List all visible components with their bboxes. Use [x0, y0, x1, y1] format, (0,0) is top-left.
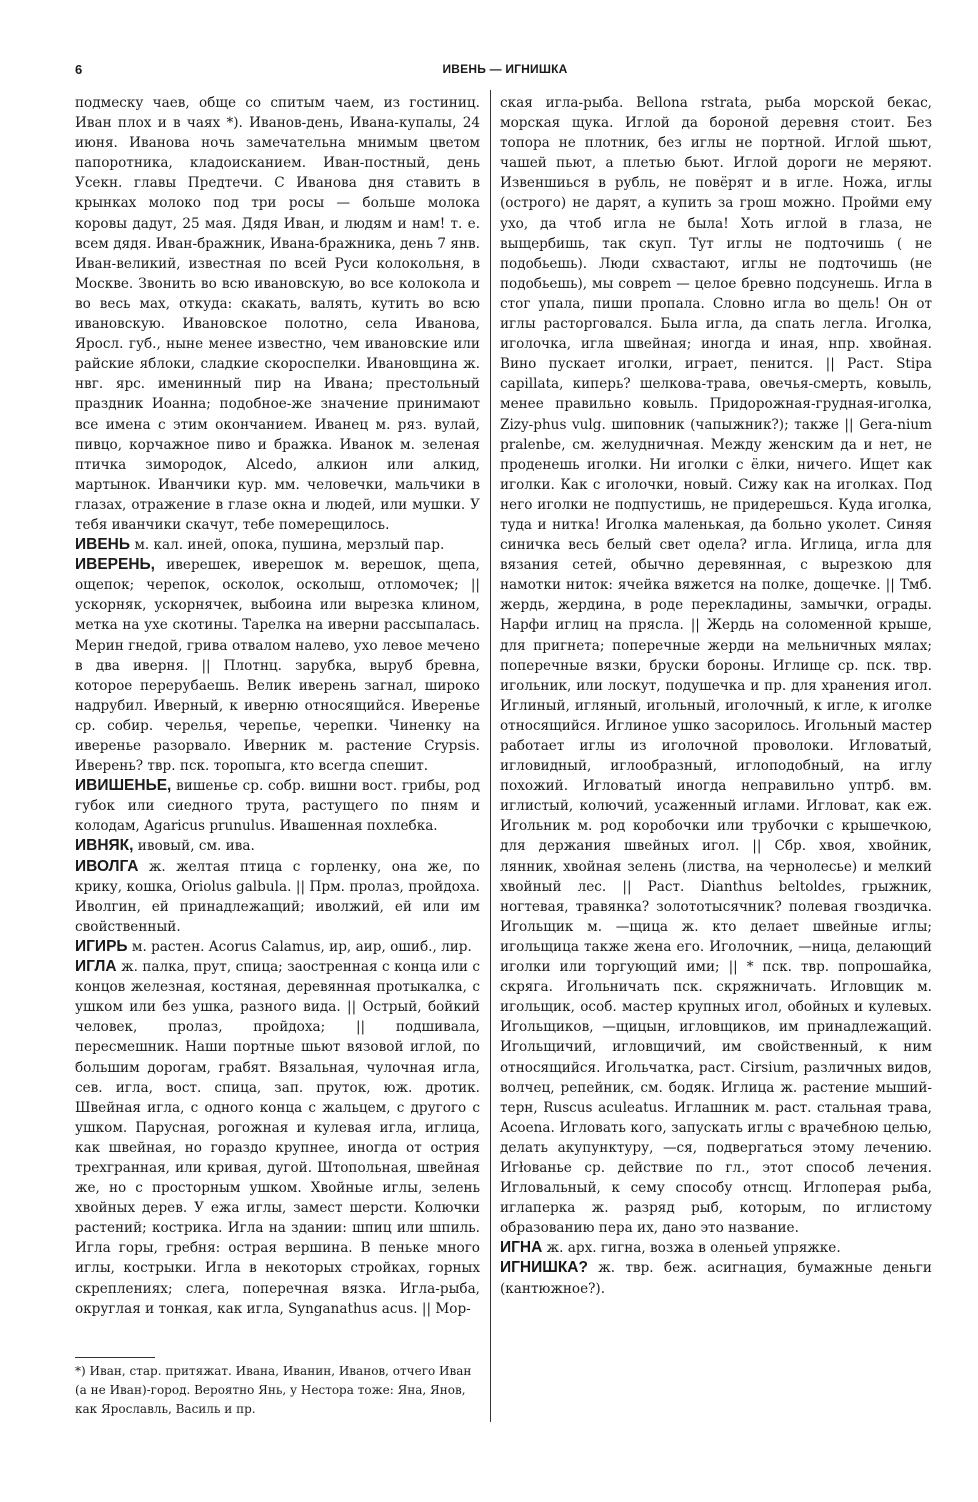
footnote-rule	[75, 1357, 155, 1358]
headword: ИВЕРЕНЬ,	[75, 556, 155, 574]
entry-paragraph: ская игла-рыба. Bellona rstrata, рыба морской бекас, морская щука. Иглой да бороной деревня стоит. Без топора не плотник, без иглы не портной. Иглой шьют, чашей пьют, а плетью бьют. Иглой дороги не меряют. Извеншиься в рубль, не повёрят и в игле. Ножа, иглы (острого) не дарят, а купить за грош можно. Пройми ему ухо, да чтоб игла не была! Хоть иглой в глаза, не выщербишь, так скуп. Тут иглы не подточишь ( не подобьешь). Люди схвастают, иглы не подточишь (не подобьешь), мы совреm — целое бревно подсунешь. Игла в стог упала, пиши пропала. Словно игла во щель! Он от иглы расторговался. Была игла, да спать легла. Иголка, иголочка, игла швейная; иногда и иная, нпр. хвойная. Вино пускает иголки, играет, пенится. || Раст. Stipa capillata, киперь? шелкова-трава, овечья-смерть, ковыль, менее правильно ковыль. Придорожная-грудная-иголка, Zizy-phus vulg. шиповник (чапыжник?); также || Gera-nium pralenbe, см. желудничная. Между женским да и нет, не проденешь иголки. Ни иголки с ёлки, ничего. Ищет как иголки. Как с иголочки, новый. Сижу как на иголках. Под него иголки не подпустишь, не придерешься. Куда иголка, туда и нитка! Иголка маленькая, да больно уколет. Синяя синичка весь белый свет одела? игла. Иглица, игла для вязания сетей, обычно деревянная, с вырезкою для намотки ниток: ячейка вяжется на полке, дощечке. || Тмб. жердь, жердина, в роде перекладины, замычки, ограды. Нарфи иглиц на прясла. || Жердь на соломенной крыше, для пригнета; поперечные жерди на мельничных мялах; поперечные вязки, бруски бороны. Иглище ср. пск. твр. игольник, или лоскут, подушечка и пр. для хранения игол. Иглиный, игляный, игольный, иголочный, к игле, к иголке относящийся. Иглиное ушко засорилось. Игольный мастер работает иглы из иголочной проволоки. Игловатый, игловидный, иглообразный, иглоподобный, на иглу похожий. Игловатый иногда неправильно уптрб. вм. иглистый, колючий, усаженный иглами. Игловат, как еж. Игольник м. род коробочки или трубочки с крышечкою, для держания швейных игол. || Сбр. хвоя, хвойник, лянник, хвойная зелень (листва, на чернолесье) и мелкий хвойный лес. || Раст. Dianthus beltoldes, грыжник, ногтевая, травянка? золототысячник? полевая гвоздичка. Игольщик м. —щица ж. кто делает швейные иглы; игольщица также жена его. Иголочник, —ница, делающий иголки или торгующий ими; || * пск. твр. попрошайка, скряга. Игольничать пск. скряжничать. Игловщик м. игольщик, особ. мастер крупных игол, обойных и кулевых. Игольщиков, —щицын, игловщиков, им принадлежащий. Игольщичий, игловщичий, им свойственный, к ним относящийся. Игольчатка, раст. Cirsium, различных видов, волчец, репейник, см. бодяк. Иглица ж. растение мыший-терн, Ruscus aculeatus. Иглашник м. раст. стальная трава, Acoena. Игловать кого, запускать иглы с врачебною целью, делать акупунктуру, —ся, подвергаться этому лечению. Игłoванье ср. действие по гл., этот способ лечения. Игловальный, к сему способу отнсщ. Иглоперая рыба, иглаперка ж. разряд рыб, которым, по иглистому образованию пера их, дано это название.	[500, 95, 932, 1237]
running-head: ИВЕНЬ — ИГНИШКА	[442, 62, 568, 76]
footnote	[75, 1362, 480, 1419]
headword: ИГИРЬ	[75, 937, 128, 955]
headword: ИВЕНЬ	[75, 536, 131, 554]
right-column	[500, 93, 932, 1299]
column-divider	[490, 90, 491, 1422]
entry-ivien: ИВЕНЬ м. кал. иней, опока, пушина, мерзлый пар.	[75, 536, 445, 554]
left-column	[75, 93, 480, 1319]
headword: ИВНЯК,	[75, 837, 134, 855]
entry-ivishenie: ИВИШЕНЬЕ, вишенье ср. собр. вишни вост. грибы, род губок или сиедного трута, растущего по пням и колодам, Agaricus prunulus. Ивашенная похлебка.	[75, 777, 480, 835]
entry-paragraph: подмеску чаев, обще со спитым чаем, из гостиниц. Иван плох и в чаях *). Иванов-день, Ивана-купалы, 24 июня. Иванова ночь замечательна мнимым цветом папоротника, кладоисканием. Иван-постный, день Усекн. главы Предтечи. С Иванова дня ставить в крынках молоко под три росы — больше молока коровы дадут, 25 мая. Дядя Иван, и людям и нам! т. е. всем дядя. Иван-бражник, Ивана-бражника, день 7 янв. Иван-великий, известная по всей Руси колокольня, в Москве. Звонить во всю ивановскую, во все колокола и во весь мах, откуда: скакать, валять, кутить во всю ивановскую. Ивановское полотно, села Иванова, Яросл. губ., ныне менее известно, чем ивановские или райские яблоки, сладкие скороспелки. Ивановщина ж. нвг. ярс. именинный пир на Ивана; престольный праздник Иоанна; подобное-же значение принимают все имена с этим окончанием. Иванец м. ряз. вулай, пивцо, корчажное пиво и бражка. Иванок м. зеленая птичка зимородок, Alcedo, алкион или алкид, мартынок. Иванчики кур. мм. человечки, мальчики в глазах, отражение в глазе окна и людей, или мушки. У тебя иванчики скачут, тебе померещилось.	[75, 95, 480, 533]
headword: ИГНИШКА?	[500, 1259, 588, 1277]
entry-ignishka: ИГНИШКА? ж. твр. беж. асигнация, бумажные деньги (кантюжное?).	[500, 1259, 932, 1297]
entry-igna: ИГНА ж. арх. гигна, возжа в оленьей упряжке.	[500, 1239, 841, 1257]
headword: ИВИШЕНЬЕ,	[75, 777, 172, 795]
entry-igla: ИГЛА ж. палка, прут, спица; заостренная с конца или с концов железная, костяная, деревянная протыкалка, с ушком или без ушка, разного вида. || Острый, бойкий человек, пролаз, пройдоха; || подшивала, пересмешник. Наши портные шьют вязовой иглой, по большим дорогам, грабят. Вязальная, чулочная игла, сев. игла, вост. спица, зап. пруток, юж. дротик. Швейная игла, с одного конца с жальцем, с другого с ушком. Парусная, рогожная и кулевая игла, иглица, как швейная, но гораздо крупнее, иногда от острия трехгранная, или кривая, дугой. Штопольная, швейная же, но с просторным ушком. Хвойные иглы, зелень хвойных дерев. У ежа иглы, замест шерсти. Колючки растений; кострика. Игла на здании: шпиц или шпиль. Игла горы, гребня: острая вершина. В пеньке много иглы, кострыки. Игла в некоторых стройках, горных скреплениях; слега, поперечная вязка. Игла-рыба, округлая и тонкая, как игла, Synganathus acus. || Мор-	[75, 958, 480, 1317]
footnote-text: *) Иван, стар. притяжат. Ивана, Иванин, Иванов, отчего Иван (а не Иван)-город. Вероятно Янь, у Нестора тоже: Яна, Янов, как Ярославль, Василь и пр.	[75, 1364, 472, 1416]
entry-iveren: ИВЕРЕНЬ, иверешек, иверешок м. верешок, щепа, ощепок; черепок, осколок, осколыш, отломочек; || ускорняк, ускорнячек, выбоина или вырезка клином, метка на ухе скотины. Тарелка на иверни рассыпалась. Мерин гнедой, грива отвалом налево, ухо левое мечено в два иверня. || Плотнц. зарубка, выруб бревна, которое перерубаешь. Велик иверень загнал, широко надрубил. Иверный, к иверню относящийся. Иверенье ср. собир. черелья, черепье, черепки. Чиненку на иверенье разорвало. Иверник м. растение Crypsis. Иверень? твр. пск. торопыга, кто всегда спешит.	[75, 556, 480, 775]
page-number: 6	[75, 62, 83, 77]
headword: ИГЛА	[75, 958, 117, 976]
entry-ivniak: ИВНЯК, ивовый, см. ива.	[75, 837, 255, 855]
headword: ИГНА	[500, 1239, 543, 1257]
entry-igir: ИГИРЬ м. растен. Acorus Calamus, ир, аир, ошиб., лир.	[75, 937, 472, 955]
entry-ivolga: ИВОЛГА ж. желтая птица с горленку, она же, по крику, кошка, Oriolus galbula. || Прм. пролаз, пройдоха. Иволгин, ей принадлежащий; иволжий, ей или им свойственный.	[75, 857, 480, 935]
page-header	[75, 62, 935, 84]
headword: ИВОЛГА	[75, 857, 139, 875]
